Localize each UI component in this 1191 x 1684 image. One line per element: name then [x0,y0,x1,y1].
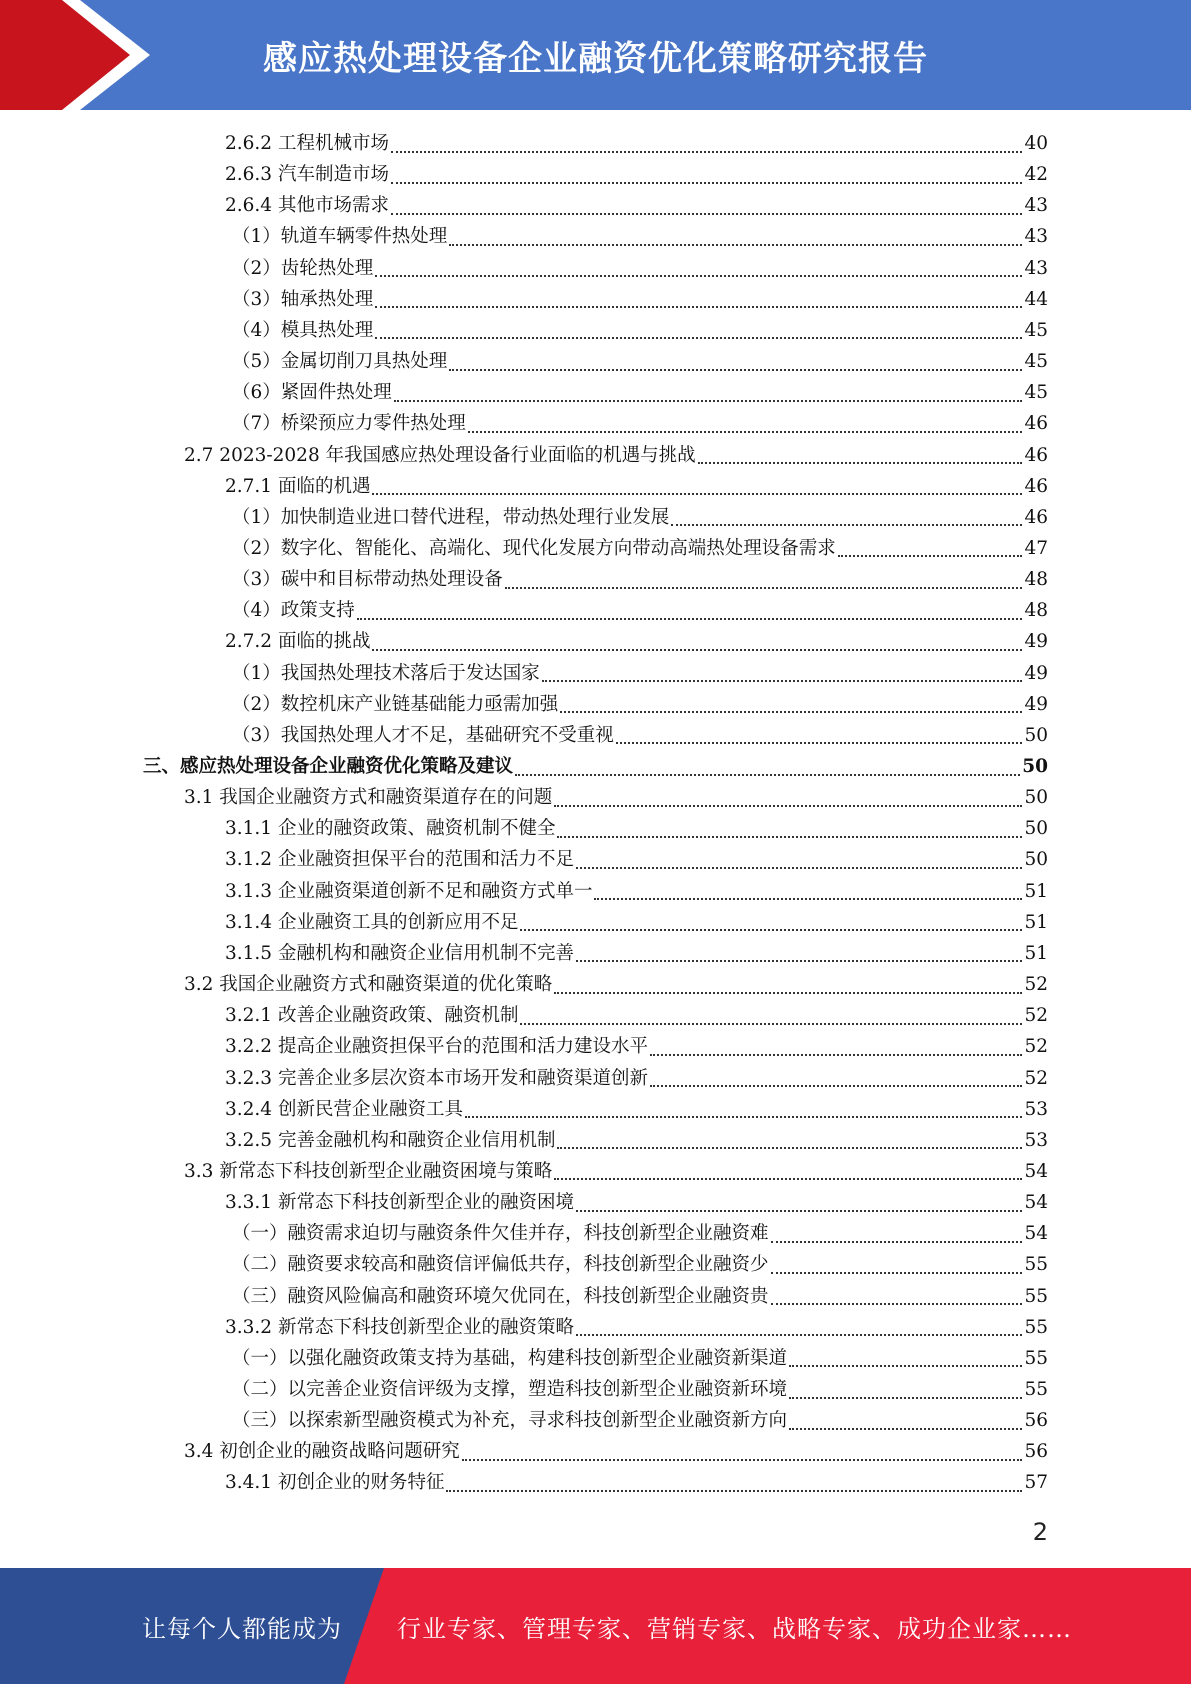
toc-entry-title: 3.1 我国企业融资方式和融资渠道存在的问题 [184,787,553,809]
header-banner [0,0,1191,110]
toc-entry-page: 52 [1024,1036,1048,1058]
toc-entry-page: 55 [1024,1285,1048,1307]
toc-entry[interactable] [232,221,1048,252]
toc-dot-leader [698,462,1023,464]
toc-entry[interactable] [225,1467,1048,1498]
toc-entry-page: 51 [1024,911,1048,933]
toc-entry-page: 55 [1024,1254,1048,1276]
toc-dot-leader [520,1023,1022,1025]
toc-entry-page: 52 [1024,1005,1048,1027]
toc-entry[interactable] [232,377,1048,408]
toc-entry-title: （1）加快制造业进口替代进程，带动热处理行业发展 [232,506,670,528]
toc-dot-leader [449,369,1022,371]
toc-entry[interactable] [225,876,1048,907]
toc-entry-page: 56 [1024,1441,1048,1463]
toc-entry-page: 52 [1024,1067,1048,1089]
toc-entry-page: 46 [1024,506,1048,528]
toc-dot-leader [375,275,1022,277]
toc-entry-title: 3.2.3 完善企业多层次资本市场开发和融资渠道创新 [225,1067,648,1089]
toc-entry-page: 49 [1024,662,1048,684]
footer-banner [0,1568,1191,1684]
toc-entry-title: 3.1.2 企业融资担保平台的范围和活力不足 [225,849,574,871]
toc-entry-title: 3.1.4 企业融资工具的创新应用不足 [225,911,519,933]
toc-entry[interactable] [225,1063,1048,1094]
toc-entry[interactable] [232,1405,1048,1436]
toc-entry-title: （4）模具热处理 [232,319,374,341]
toc-entry-title: 2.6.3 汽车制造市场 [225,164,389,186]
toc-entry[interactable] [184,1156,1048,1187]
toc-dot-leader [838,555,1023,557]
toc-entry-title: 3.3.2 新常态下科技创新型企业的融资策略 [225,1316,574,1338]
toc-entry-page: 54 [1024,1160,1048,1182]
toc-entry-title: （2）数控机床产业链基础能力亟需加强 [232,693,559,715]
toc-entry-title: 2.7.2 面临的挑战 [225,631,371,653]
toc-dot-leader [789,1397,1022,1399]
toc-dot-leader [357,618,1023,620]
toc-dot-leader [557,836,1022,838]
toc-dot-leader [394,400,1023,402]
toc-dot-leader [594,898,1022,900]
toc-entry-title: （2）齿轮热处理 [232,257,374,279]
toc-dot-leader [576,867,1022,869]
toc-entry-title: （1）轨道车辆零件热处理 [232,226,448,248]
toc-dot-leader [576,1334,1022,1336]
toc-entry[interactable] [232,1281,1048,1312]
toc-entry-title: 三、感应热处理设备企业融资优化策略及建议 [143,756,514,777]
toc-entry[interactable] [225,907,1048,938]
toc-entry-title: 3.3 新常态下科技创新型企业融资困境与策略 [184,1160,553,1182]
toc-dot-leader [372,493,1022,495]
toc-entry[interactable] [232,1249,1048,1280]
toc-entry-title: 3.1.3 企业融资渠道创新不足和融资方式单一 [225,880,593,902]
toc-entry-page: 43 [1024,226,1048,248]
toc-entry-page: 46 [1024,444,1048,466]
toc-dot-leader [542,680,1023,682]
toc-dot-leader [650,1054,1022,1056]
toc-entry-title: 3.1.5 金融机构和融资企业信用机制不完善 [225,942,574,964]
toc-entry[interactable] [225,844,1048,875]
toc-dot-leader [650,1085,1022,1087]
toc-entry-page: 46 [1024,475,1048,497]
toc-dot-leader [789,1428,1022,1430]
toc-entry-title: 3.3.1 新常态下科技创新型企业的融资困境 [225,1192,574,1214]
toc-entry[interactable] [225,128,1048,159]
toc-entry-page: 45 [1024,351,1048,373]
toc-entry[interactable] [225,1000,1048,1031]
toc-entry-page: 54 [1024,1223,1048,1245]
toc-entry[interactable] [232,1343,1048,1374]
toc-entry-page: 52 [1024,974,1048,996]
toc-dot-leader [462,1459,1023,1461]
toc-entry-page: 40 [1024,133,1048,154]
toc-dot-leader [789,1365,1022,1367]
toc-entry-page: 53 [1024,1098,1048,1120]
toc-dot-leader [449,244,1022,246]
toc-entry[interactable] [184,969,1048,1000]
toc-entry[interactable] [232,1374,1048,1405]
toc-dot-leader [391,151,1022,153]
toc-entry[interactable] [225,159,1048,190]
toc-entry-page: 53 [1024,1129,1048,1151]
footer-slogan-left: 让每个人都能成为 [142,1614,342,1643]
toc-entry-title: （5）金属切削刀具热处理 [232,351,448,373]
toc-entry-title: （3）我国热处理人才不足，基础研究不受重视 [232,724,614,746]
toc-entry[interactable] [225,1125,1048,1156]
toc-entry[interactable] [232,564,1048,595]
toc-entry-page: 57 [1024,1472,1048,1494]
toc-entry[interactable] [232,720,1048,751]
toc-entry[interactable] [232,253,1048,284]
toc-entry-page: 51 [1024,880,1048,902]
toc-entry-title: 3.4.1 初创企业的财务特征 [225,1472,445,1494]
toc-entry-page: 44 [1024,288,1048,310]
toc-entry-page: 55 [1024,1347,1048,1369]
toc-entry-title: （6）紧固件热处理 [232,382,392,404]
report-title: 感应热处理设备企业融资优化策略研究报告 [263,38,928,79]
toc-dot-leader [560,711,1022,713]
toc-dot-leader [391,213,1022,215]
toc-entry-title: 3.1.1 企业的融资政策、融资机制不健全 [225,818,556,840]
toc-entry[interactable] [225,1187,1048,1218]
toc-dot-leader [671,524,1022,526]
toc-dot-leader [771,1241,1023,1243]
toc-dot-leader [468,431,1023,433]
toc-entry-page: 51 [1024,942,1048,964]
toc-entry-page: 43 [1024,195,1048,217]
toc-dot-leader [465,1116,1022,1118]
toc-dot-leader [576,1210,1022,1212]
toc-entry-page: 50 [1024,787,1048,809]
toc-entry-page: 50 [1024,849,1048,871]
toc-entry[interactable] [232,533,1048,564]
toc-entry[interactable] [184,440,1048,471]
toc-entry-title: （一）融资需求迫切与融资条件欠佳并存，科技创新型企业融资难 [232,1223,769,1245]
toc-entry-page: 49 [1024,631,1048,653]
toc-entry[interactable] [232,408,1048,439]
toc-entry-page: 48 [1024,569,1048,591]
toc-dot-leader [375,306,1022,308]
footer-slogan-right: 行业专家、管理专家、营销专家、战略专家、成功企业家…… [397,1614,1072,1643]
toc-entry-title: 2.6.4 其他市场需求 [225,195,389,217]
toc-entry-title: （1）我国热处理技术落后于发达国家 [232,662,540,684]
toc-dot-leader [576,960,1022,962]
toc-entry-title: 3.2.5 完善金融机构和融资企业信用机制 [225,1129,556,1151]
toc-entry[interactable] [225,1312,1048,1343]
toc-entry[interactable] [225,938,1048,969]
toc-dot-leader [616,742,1023,744]
toc-entry[interactable] [225,1094,1048,1125]
toc-entry[interactable] [232,502,1048,533]
toc-entry[interactable] [143,751,1048,782]
toc-entry[interactable] [225,1031,1048,1062]
toc-entry-page: 54 [1024,1192,1048,1214]
toc-entry-title: （三）以探索新型融资模式为补充，寻求科技创新型企业融资新方向 [232,1410,788,1432]
toc-entry[interactable] [232,595,1048,626]
toc-entry[interactable] [225,813,1048,844]
toc-entry-title: （二）以完善企业资信评级为支撑，塑造科技创新型企业融资新环境 [232,1379,788,1400]
toc-entry-page: 48 [1024,600,1048,622]
toc-entry-title: （三）融资风险偏高和融资环境欠优同在，科技创新型企业融资贵 [232,1285,769,1307]
toc-entry-page: 55 [1024,1316,1048,1338]
toc-entry-page: 50 [1024,724,1048,746]
toc-entry-page: 55 [1024,1379,1048,1400]
toc-entry-page: 50 [1024,818,1048,840]
toc-entry-title: （一）以强化融资政策支持为基础，构建科技创新型企业融资新渠道 [232,1347,788,1369]
toc-dot-leader [372,649,1022,651]
toc-entry-title: 3.2.4 创新民营企业融资工具 [225,1098,463,1120]
toc-entry-page: 45 [1024,382,1048,404]
toc-entry-page: 56 [1024,1410,1048,1432]
toc-entry-title: （7）桥梁预应力零件热处理 [232,413,466,435]
toc-entry-page: 46 [1024,413,1048,435]
toc-dot-leader [554,1178,1022,1180]
toc-entry-page: 42 [1024,164,1048,186]
toc-dot-leader [391,182,1022,184]
toc-entry[interactable] [184,1436,1048,1467]
toc-entry-title: （2）数字化、智能化、高端化、现代化发展方向带动高端热处理设备需求 [232,537,836,559]
toc-entry-title: 3.4 初创企业的融资战略问题研究 [184,1441,460,1463]
toc-entry[interactable] [232,1218,1048,1249]
toc-entry[interactable] [232,689,1048,720]
toc-entry-title: （4）政策支持 [232,600,355,622]
toc-entry-title: 3.2.1 改善企业融资政策、融资机制 [225,1005,519,1027]
toc-dot-leader [771,1303,1023,1305]
toc-dot-leader [375,337,1022,339]
toc-entry-title: （二）融资要求较高和融资信评偏低共存，科技创新型企业融资少 [232,1254,769,1276]
toc-dot-leader [557,1147,1022,1149]
toc-entry[interactable] [232,346,1048,377]
toc-dot-leader [520,929,1022,931]
toc-entry-title: 2.6.2 工程机械市场 [225,133,389,154]
toc-dot-leader [554,805,1022,807]
toc-entry[interactable] [225,626,1048,657]
toc-dot-leader [771,1272,1023,1274]
toc-entry[interactable] [225,190,1048,221]
toc-entry-page: 45 [1024,319,1048,341]
toc-dot-leader [446,1490,1022,1492]
toc-entry[interactable] [225,471,1048,502]
toc-entry[interactable] [232,658,1048,689]
toc-entry-title: （3）碳中和目标带动热处理设备 [232,569,503,591]
toc-entry-title: 3.2.2 提高企业融资担保平台的范围和活力建设水平 [225,1036,648,1058]
toc-entry[interactable] [184,782,1048,813]
page-number: 2 [1032,1518,1048,1546]
toc-entry-title: 2.7.1 面临的机遇 [225,475,371,497]
toc-entry[interactable] [232,315,1048,346]
toc-entry[interactable] [232,284,1048,315]
toc-entry-title: 3.2 我国企业融资方式和融资渠道的优化策略 [184,974,553,996]
toc-entry-page: 49 [1024,693,1048,715]
toc-entry-title: （3）轴承热处理 [232,288,374,310]
toc-dot-leader [554,992,1022,994]
toc-entry-page: 47 [1024,537,1048,559]
toc-entry-page: 50 [1022,756,1048,777]
toc-entry-page: 43 [1024,257,1048,279]
toc-entry-title: 2.7 2023-2028 年我国感应热处理设备行业面临的机遇与挑战 [184,444,696,466]
toc-dot-leader [505,587,1023,589]
toc-dot-leader [515,774,1020,776]
